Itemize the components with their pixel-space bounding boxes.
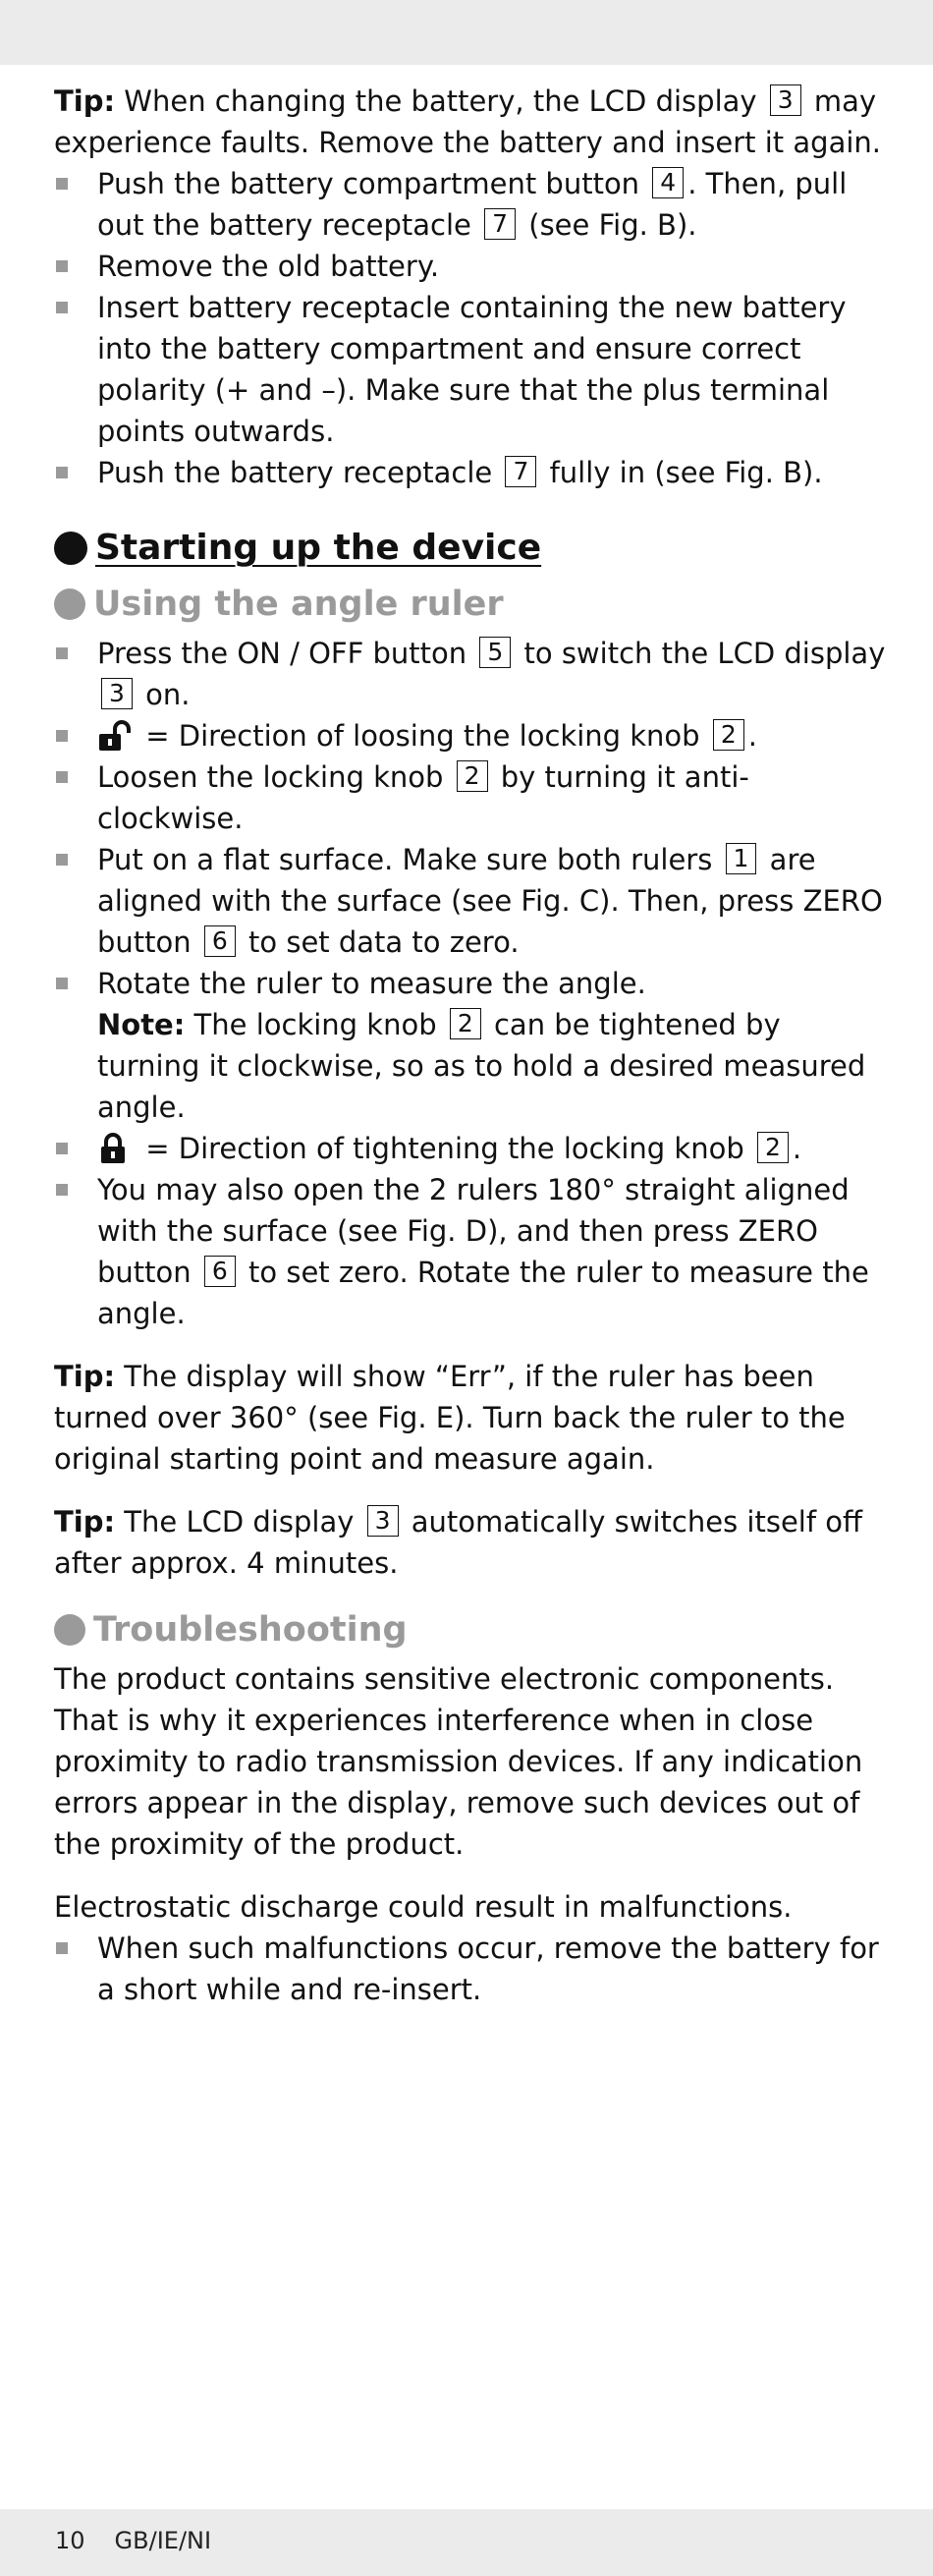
ref-number: 2 — [713, 719, 744, 751]
note-label: Note: — [97, 1008, 186, 1041]
tip-label: Tip: — [54, 1505, 116, 1539]
list-item — [54, 756, 889, 839]
trouble-paragraph: Electrostatic discharge could result in malfunctions. — [54, 1890, 793, 1924]
trouble-steps-list — [54, 1928, 889, 2010]
tip-text: automatically switches itself off after approx. 4 minutes. — [54, 1505, 862, 1580]
tip-err — [54, 1356, 889, 1480]
list-item-text: . — [792, 1132, 802, 1165]
tip-battery — [54, 81, 889, 163]
ref-number: 3 — [770, 84, 801, 116]
bullet-dot-icon — [54, 588, 85, 620]
ref-number: 3 — [101, 678, 133, 709]
page-content — [54, 81, 889, 2010]
tip-auto-off — [54, 1501, 889, 1584]
ref-number: 5 — [479, 637, 511, 668]
tip-label: Tip: — [54, 84, 116, 118]
list-item-text: on. — [136, 678, 191, 711]
top-bar — [0, 0, 933, 65]
list-item-text: to set data to zero. — [239, 925, 520, 959]
ref-number: 2 — [450, 1008, 481, 1039]
footer-text — [55, 2527, 241, 2554]
tip-text: The display will show “Err”, if the ruler has been turned over 360° (see Fig. E). Turn back the ruler to the original starting point and measure again. — [54, 1360, 846, 1476]
list-item-text: The locking knob — [185, 1008, 446, 1041]
tip-text: The LCD display — [115, 1505, 363, 1539]
list-item-text: to set zero. Rotate the ruler to measure the angle. — [97, 1256, 869, 1330]
ref-number: 6 — [204, 925, 236, 957]
list-item — [54, 715, 889, 756]
list-item-text: Push the battery compartment button — [97, 167, 649, 200]
list-item — [54, 633, 889, 715]
list-item-text: Push the battery receptacle — [97, 456, 502, 489]
unlock-icon — [97, 720, 137, 752]
list-item — [54, 246, 889, 287]
list-item-text: Rotate the ruler to measure the angle. — [97, 967, 646, 1000]
bullet-dot-icon — [54, 532, 87, 565]
ref-number: 1 — [726, 843, 757, 874]
tip-text: may experience faults. Remove the battery and insert it again. — [54, 84, 881, 159]
heading-text: Troubleshooting — [93, 1610, 408, 1650]
list-item — [54, 839, 889, 963]
ref-number: 2 — [457, 760, 488, 792]
list-item-text: Insert battery receptacle containing the new battery into the battery compartment and ensure correct polarity (+ and –). Make sure that the plus terminal points outwards. — [97, 291, 847, 448]
angle-steps-list — [54, 633, 889, 1334]
list-item — [54, 452, 889, 493]
heading-text: Starting up the device — [95, 528, 542, 568]
list-item — [54, 963, 889, 1128]
list-item-text: = Direction of tightening the locking knob — [137, 1132, 753, 1165]
bullet-dot-icon — [54, 1614, 85, 1646]
list-item-text: are aligned with the surface (see Fig. C). Then, press ZERO button — [97, 843, 883, 959]
list-item — [54, 287, 889, 452]
list-item-text: You may also open the 2 rulers 180° straight aligned with the surface (see Fig. D), and then press ZERO button — [97, 1173, 850, 1289]
list-item-text: Press the ON / OFF button — [97, 637, 476, 670]
page-footer — [0, 2509, 933, 2576]
heading-text: Using the angle ruler — [93, 585, 504, 624]
language-code: GB/IE/NI — [114, 2527, 212, 2554]
list-item-text: Put on a flat surface. Make sure both rulers — [97, 843, 722, 876]
list-item-text: Remove the old battery. — [97, 250, 440, 283]
list-item-text: by turning it anti-clockwise. — [97, 760, 749, 835]
trouble-paragraph: The product contains sensitive electronic components. That is why it experiences interference when in close proximity to radio transmission devices. If any indication errors appear in the display, remove such devices out of the proximity of the product. — [54, 1662, 863, 1861]
ref-number: 6 — [204, 1256, 236, 1287]
heading-starting-up — [54, 523, 889, 574]
list-item-text: to switch the LCD display — [515, 637, 886, 670]
heading-troubleshooting — [54, 1605, 889, 1654]
ref-number: 7 — [505, 456, 536, 487]
list-item-text: can be tightened by turning it clockwise, so as to hold a desired measured angle. — [97, 1008, 866, 1124]
list-item — [54, 1169, 889, 1334]
list-item-text: fully in (see Fig. B). — [540, 456, 823, 489]
list-item — [54, 1128, 889, 1169]
heading-angle-ruler — [54, 580, 889, 629]
list-item — [54, 163, 889, 246]
tip-label: Tip: — [54, 1360, 116, 1393]
tip-text: When changing the battery, the LCD display — [115, 84, 766, 118]
page-number: 10 — [55, 2527, 85, 2554]
battery-steps-list — [54, 163, 889, 493]
list-item-text: When such malfunctions occur, remove the battery for a short while and re-insert. — [97, 1932, 879, 2006]
list-item-text: . Then, pull out the battery receptacle — [97, 167, 848, 242]
ref-number: 3 — [367, 1505, 399, 1537]
list-item-text: (see Fig. B). — [520, 208, 697, 242]
list-item-text: . — [747, 719, 757, 753]
lock-icon — [97, 1133, 137, 1164]
ref-number: 2 — [757, 1132, 789, 1163]
ref-number: 7 — [484, 208, 516, 240]
list-item — [54, 1928, 889, 2010]
list-item-text: Loosen the locking knob — [97, 760, 453, 794]
list-item-text: = Direction of loosing the locking knob — [137, 719, 709, 753]
ref-number: 4 — [652, 167, 684, 198]
